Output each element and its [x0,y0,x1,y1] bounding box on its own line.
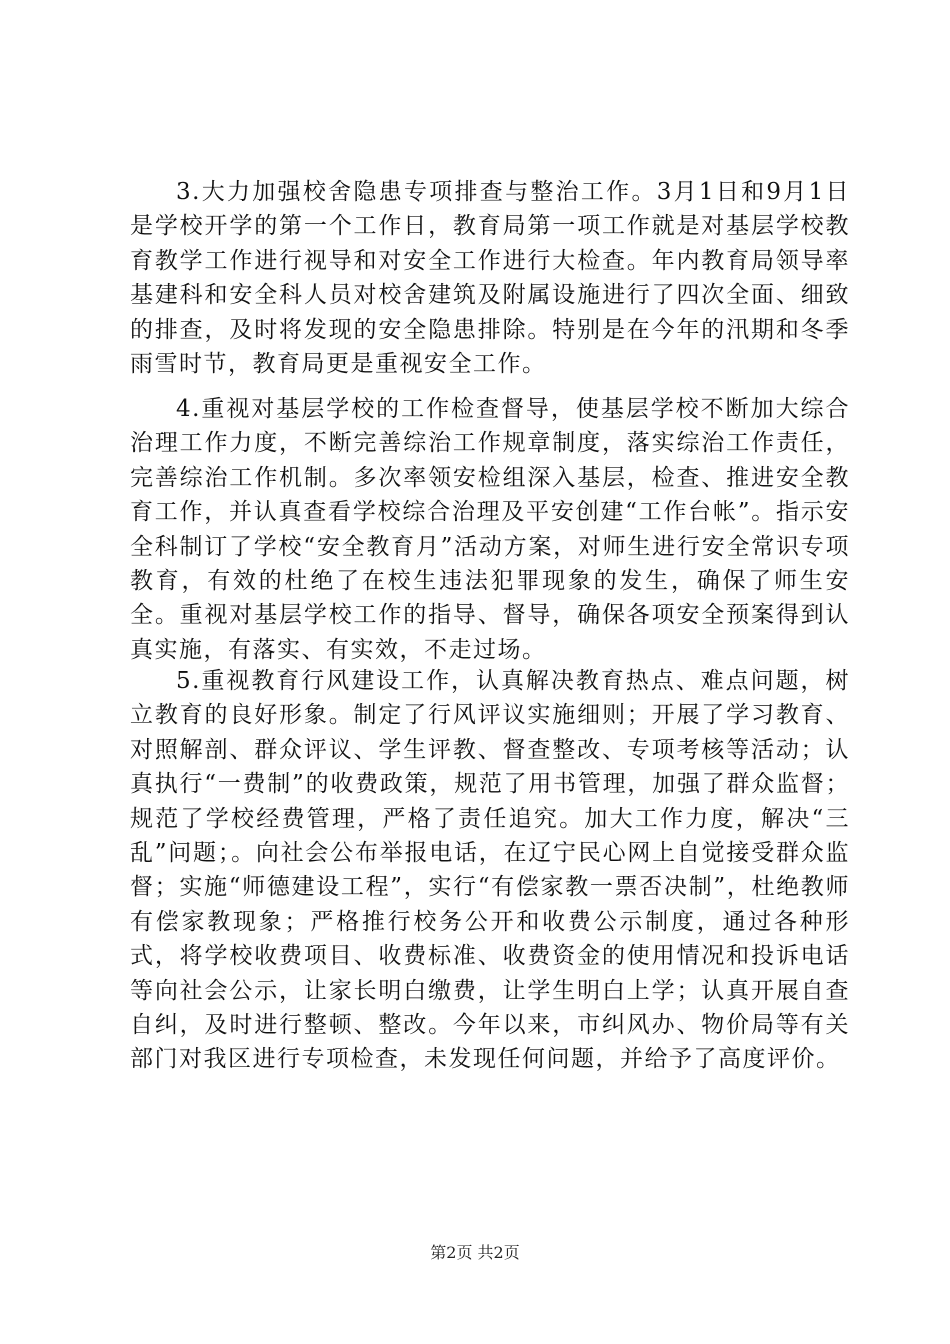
paragraph-item-5: 5.重视教育行风建设工作，认真解决教育热点、难点问题，树立教育的良好形象。制定了行风评议实施细则；开展了学习教育、对照解剖、群众评议、学生评教、督查整改、专项考核等活动；认真执行“一费制”的收费政策，规范了用书管理，加强了群众监督；规范了学校经费管理，严格了责任追究。加大工作力度，解决“三乱”问题；。向社会公布举报电话，在辽宁民心网上自觉接受群众监督；实施“师德建设工程”，实行“有偿家教一票否决制”，杜绝教师有偿家教现象；严格推行校务公开和收费公示制度，通过各种形式，将学校收费项目、收费标准、收费资金的使用情况和投诉电话等向社会公示，让家长明白缴费，让学生明白上学；认真开展自查自纠，及时进行整顿、整改。今年以来，市纠风办、物价局等有关部门对我区进行专项检查，未发现任何问题，并给予了高度评价。 [130,668,850,1073]
page-number-footer: 第2页 共2页 [430,1243,520,1262]
paragraph-item-3: 3.大力加强校舍隐患专项排查与整治工作。3月1日和9月1日是学校开学的第一个工作日，教育局第一项工作就是对基层学校教育教学工作进行视导和对安全工作进行大检查。年内教育局领导率基建科和安全科人员对校舍建筑及附属设施进行了四次全面、细致的排查，及时将发现的安全隐患排除。特别是在今年的汛期和冬季雨雪时节，教育局更是重视安全工作。 [130,179,850,378]
paragraph-item-4: 4.重视对基层学校的工作检查督导，使基层学校不断加大综合治理工作力度，不断完善综治工作规章制度，落实综治工作责任，完善综治工作机制。多次率领安检组深入基层，检查、推进安全教育工作，并认真查看学校综合治理及平安创建“工作台帐”。指示安全科制订了学校“安全教育月”活动方案，对师生进行安全常识专项教育，有效的杜绝了在校生违法犯罪现象的发生，确保了师生安全。重视对基层学校工作的指导、督导，确保各项安全预案得到认真实施，有落实、有实效，不走过场。 [130,396,850,663]
